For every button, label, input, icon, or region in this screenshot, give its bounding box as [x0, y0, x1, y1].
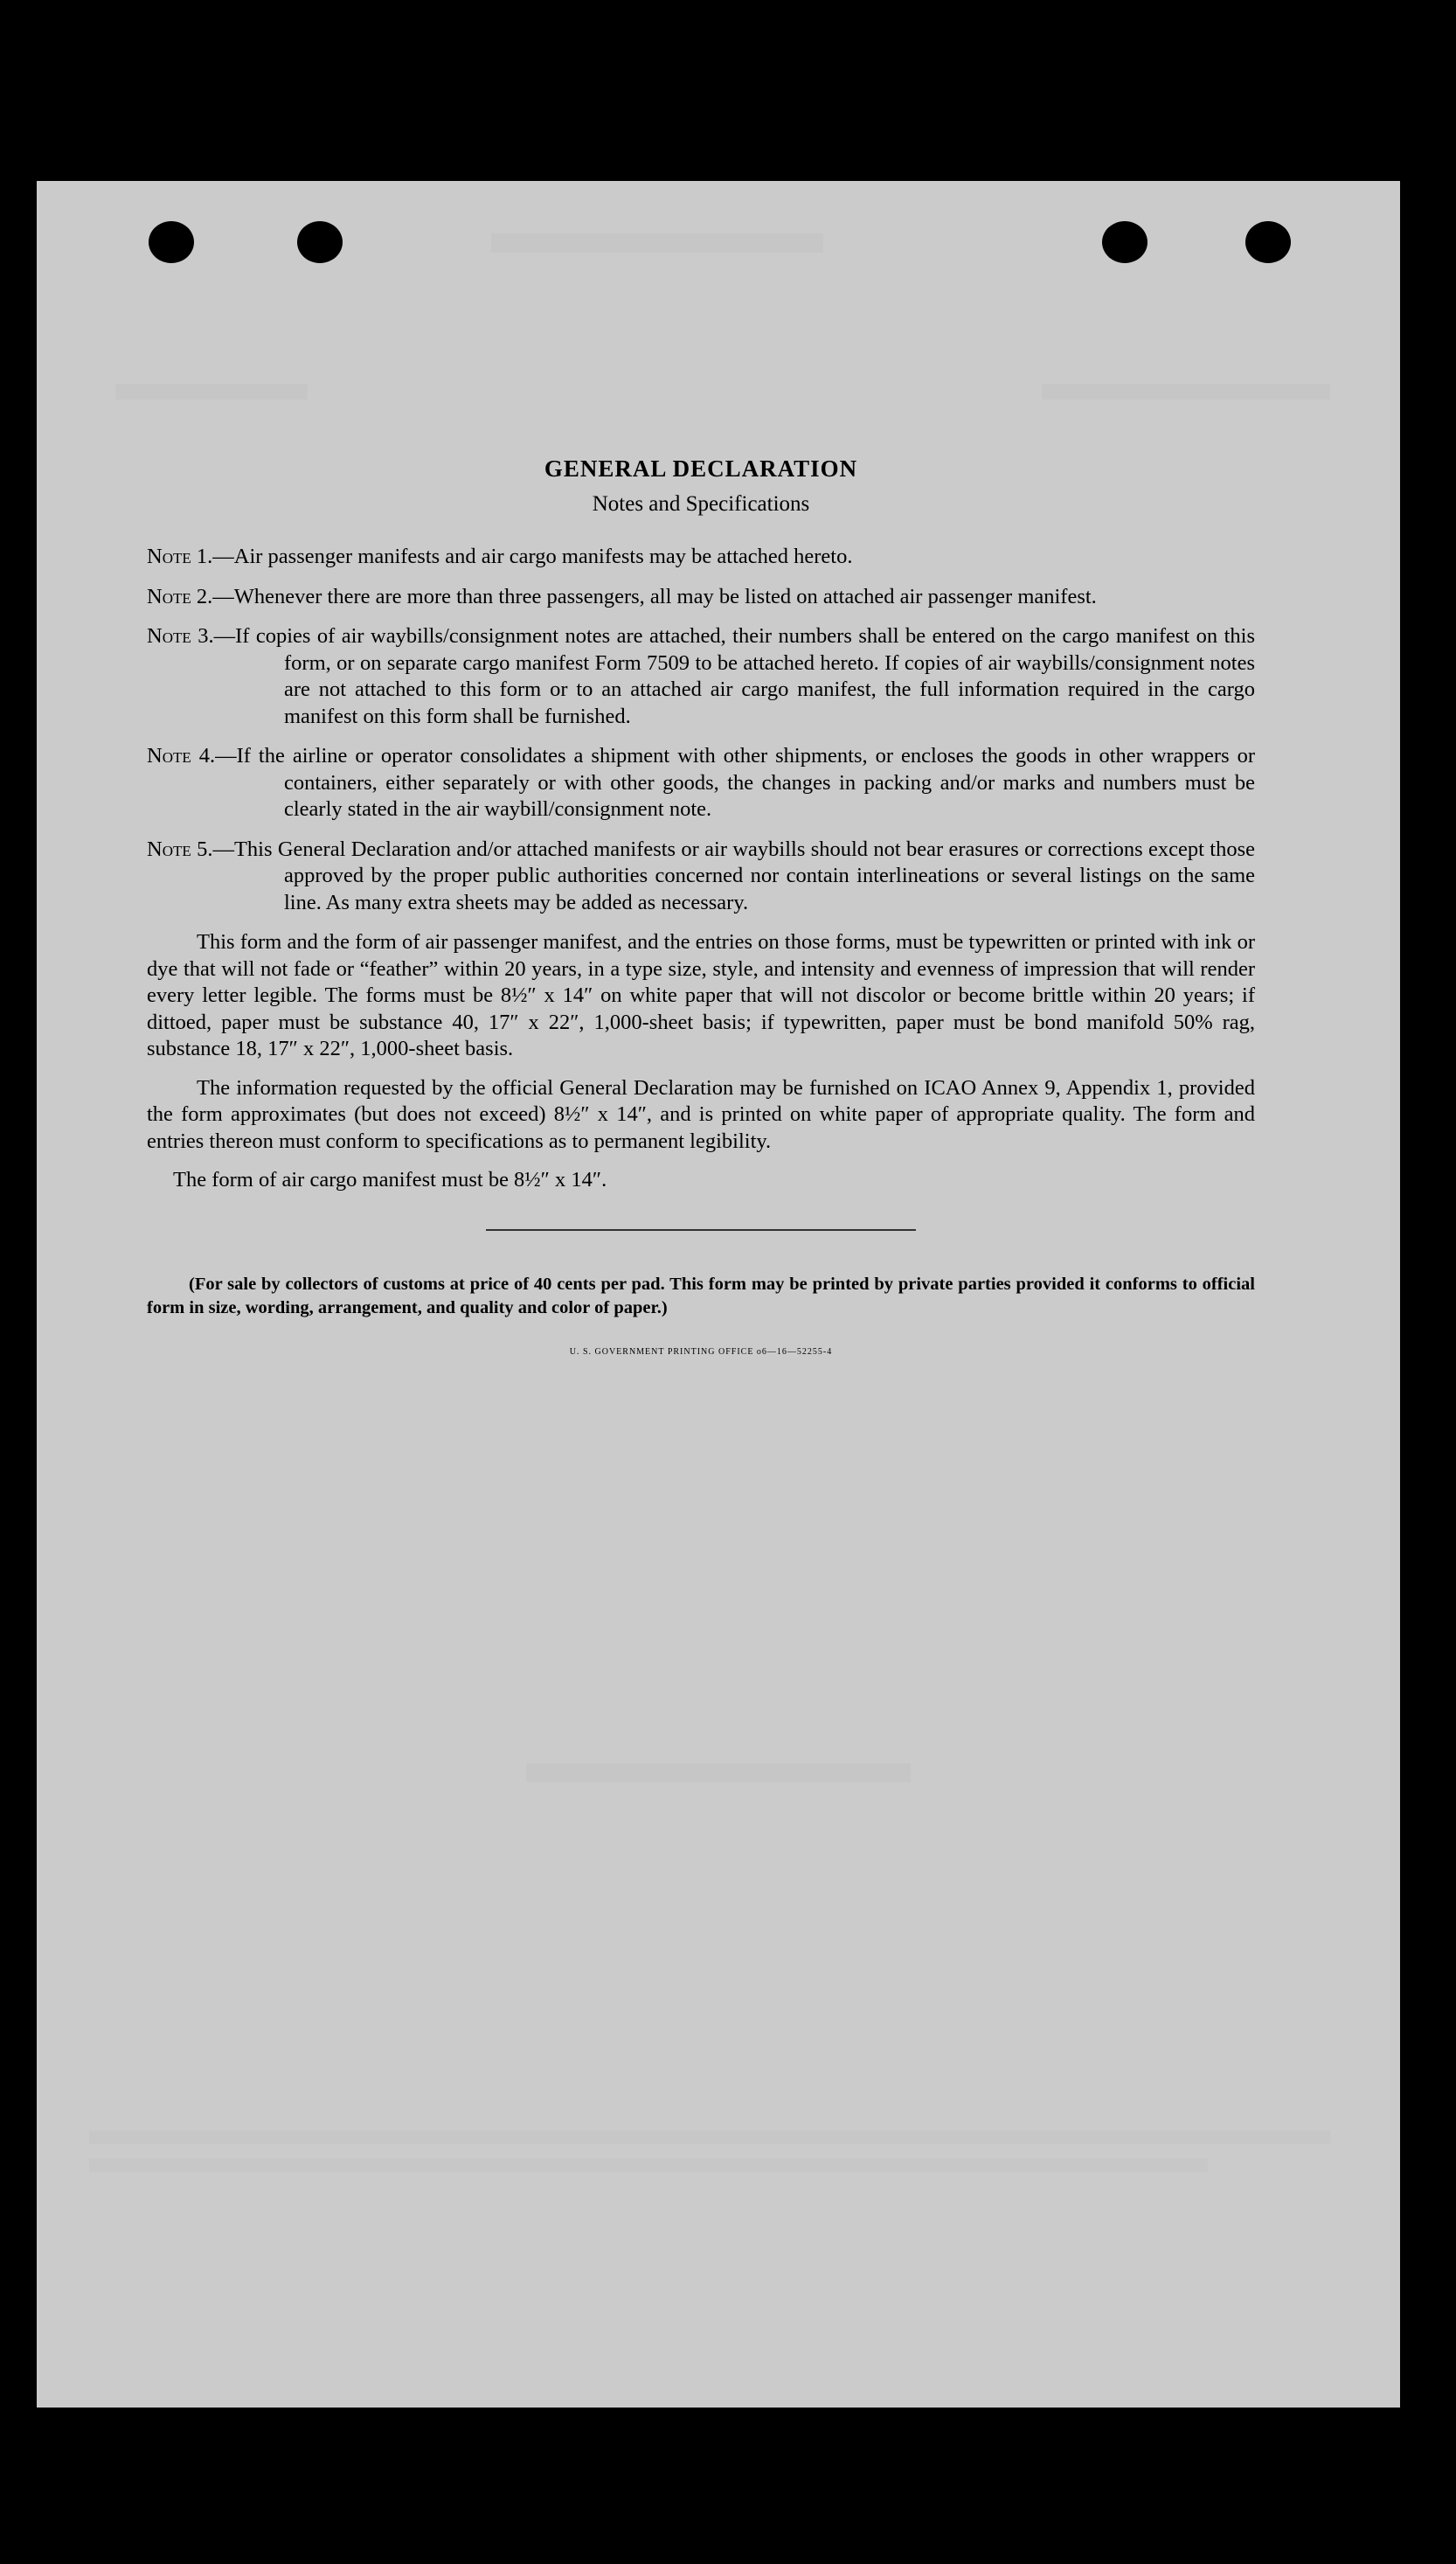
note-5: Note 5.—This General Declaration and/or attached manifests or air waybills should not bear erasures or corrections except those approved by the proper public authorities concerned nor contain interlineations or several listings on the same line. As many extra sheets may be added as necessary.	[147, 837, 1256, 914]
note-label: Note	[147, 545, 191, 568]
note-3: Note 3.—If copies of air waybills/consignment notes are attached, their numbers shall be entered on the cargo manifest on this form, or on separate cargo manifest Form 7509 to be attached hereto. If copies of air waybills/consignment notes are not attached to this form or to an attached air cargo manifest, the full information required in the cargo manifest on this form shall be furnished.	[147, 624, 1256, 728]
note-number: 4.	[198, 744, 216, 768]
note-label: Note	[147, 837, 191, 861]
document-title: GENERAL DECLARATION	[544, 455, 858, 482]
note-number: 2.	[196, 584, 213, 608]
bleed-through-mark	[89, 2158, 1208, 2172]
note-1: Note 1.—Air passenger manifests and air cargo manifests may be attached hereto.	[147, 545, 853, 568]
declaration-notes	[147, 453, 1255, 1365]
divider-line	[486, 1229, 916, 1231]
bleed-through-mark	[89, 2130, 1330, 2144]
note-label: Note	[147, 744, 191, 768]
punch-hole	[1102, 221, 1147, 263]
paper-specifications-paragraph: This form and the form of air passenger manifest, and the entries on those forms, must be typewritten or printed with ink or dye that will not fade or “feather” within 20 years, in a type size, style, and intensity and evenness of impression that will render every letter legible. The forms must be 8½″ x 14″ on white paper that will not discolor or become brittle within 20 years; if dittoed, paper must be substance 40, 17″ x 22″, 1,000-sheet basis; if typewritten, paper must be bond manifold 50% rag, substance 18, 17″ x 22″, 1,000-sheet basis.	[147, 930, 1255, 1060]
cargo-manifest-size-paragraph: The form of air cargo manifest must be 8½″ x 14″.	[173, 1168, 607, 1192]
note-label: Note	[147, 624, 191, 648]
bleed-through-mark	[115, 384, 308, 400]
note-text: If copies of air waybills/consignment notes are attached, their numbers shall be entered on the cargo manifest on this form, or on separate cargo manifest Form 7509 to be attached hereto. If copies of air waybills/consignment notes are not attached to this form or to an attached air cargo manifest, the full information required in the cargo manifest on this form shall be furnished.	[235, 624, 1256, 728]
printer-imprint: U. S. GOVERNMENT PRINTING OFFICE o6—16—52255-4	[569, 1346, 833, 1357]
note-number: 1.	[196, 545, 213, 568]
note-text: This General Declaration and/or attached manifests or air waybills should not bear erasures or corrections except those approved by the proper public authorities concerned nor contain interlineations or several listings on the same line. As many extra sheets may be added as necessary.	[233, 837, 1256, 914]
note-2: Note 2.—Whenever there are more than three passengers, all may be listed on attached air passenger manifest.	[147, 584, 1097, 608]
bleed-through-mark	[1042, 384, 1330, 400]
icao-paragraph: The information requested by the official General Declaration may be furnished on ICAO Annex 9, Appendix 1, provided the form approximates (but does not exceed) 8½″ x 14″, and is printed on white paper of appropriate quality. The form and entries thereon must conform to specifications as to permanent legibility.	[147, 1075, 1255, 1153]
document-subtitle: Notes and Specifications	[592, 492, 810, 516]
note-number: 3.	[198, 624, 214, 648]
note-number: 5.	[197, 837, 213, 861]
note-label: Note	[147, 584, 191, 608]
note-text: Whenever there are more than three passengers, all may be listed on attached air passenger manifest.	[233, 584, 1097, 608]
bleed-through-mark	[526, 1763, 911, 1782]
note-text: Air passenger manifests and air cargo manifests may be attached hereto.	[233, 545, 853, 568]
sale-notice: (For sale by collectors of customs at price of 40 cents per pad. This form may be printed by private parties provided it conforms to official form in size, wording, arrangement, and quality and color of paper.)	[147, 1274, 1255, 1317]
punch-hole	[297, 221, 343, 263]
punch-hole	[149, 221, 194, 263]
note-4: Note 4.—If the airline or operator consolidates a shipment with other shipments, or encloses the goods in other wrappers or containers, either separately or with other goods, the changes in packing and/or marks and numbers must be clearly stated in the air waybill/consignment note.	[147, 744, 1256, 821]
punch-hole	[1245, 221, 1291, 263]
bleed-through-mark	[491, 233, 823, 253]
note-text: If the airline or operator consolidates a shipment with other shipments, or encloses the goods in other wrappers or containers, either separately or with other goods, the changes in packing and/or marks and numbers must be clearly stated in the air waybill/consignment note.	[236, 744, 1256, 821]
